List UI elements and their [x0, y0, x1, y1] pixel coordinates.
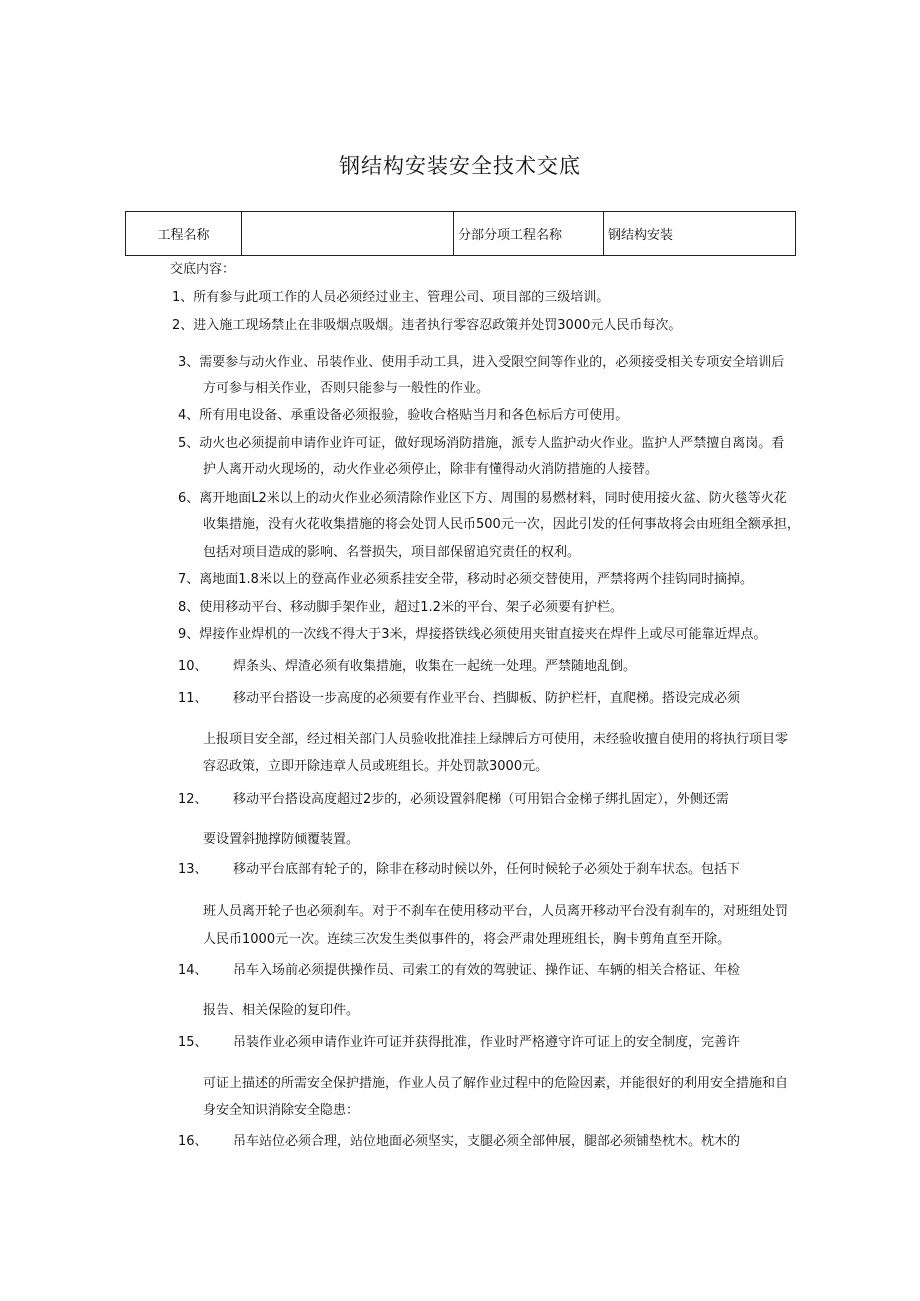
item-number: 12、: [178, 792, 208, 807]
list-item-continuation: 班人员离开轮子也必须刹车。对于不刹车在使用移动平台，人员离开移动平台没有刹车的，对班组处罚: [203, 904, 789, 919]
project-name-value: [242, 212, 454, 256]
list-item: 9、焊接作业焊机的一次线不得大于3米，焊接搭铁线必须使用夹钳直接夹在焊件上或尽可能靠近焊点。: [178, 627, 767, 642]
list-item-continuation: 可证上描述的所需安全保护措施，作业人员了解作业过程中的危险因素，并能很好的利用安全措施和自: [203, 1076, 789, 1091]
project-name-label: 工程名称: [126, 212, 242, 256]
list-item-continuation: 护人离开动火现场的，动火作业必须停止，除非有懂得动火消防措施的人接替。: [203, 462, 659, 477]
item-number: 14、: [178, 963, 208, 978]
list-item: 移动平台搭设高度超过2步的，必须设置斜爬梯（可用铝合金梯子绑扎固定），外侧还需: [233, 792, 729, 807]
item-number: 10、: [178, 659, 208, 674]
content-label: 交底内容：: [170, 262, 236, 277]
list-item: 6、离开地面L2米以上的动火作业必须清除作业区下方、周围的易燃材料，同时使用接火盆、防火毯等火花: [178, 491, 787, 506]
list-item: 5、动火也必须提前申请作业许可证，做好现场消防措施，派专人监护动火作业。监护人严禁擅自离岗。看: [178, 436, 785, 451]
item-number: 11、: [178, 691, 208, 706]
list-item: 移动平台底部有轮子的，除非在移动时候以外，任何时候轮子必须处于刹车状态。包括下: [233, 862, 741, 877]
list-item-continuation: 容忍政策，立即开除违章人员或班组长。并处罚款3000元。: [203, 759, 549, 774]
list-item-continuation: 报告、相关保险的复印件。: [203, 1003, 360, 1018]
item-number: 15、: [178, 1035, 208, 1050]
list-item: 吊车入场前必须提供操作员、司索工的有效的驾驶证、操作证、车辆的相关合格证、年检: [233, 963, 741, 978]
item-number: 13、: [178, 862, 208, 877]
list-item: 7、离地面1.8米以上的登高作业必须系挂安全带，移动时必须交替使用，严禁将两个挂钩同时摘掉。: [178, 572, 753, 587]
page-title: 钢结构安装安全技术交底: [339, 154, 581, 178]
list-item: 吊车站位必须合理，站位地面必须坚实，支腿必须全部伸展，腿部必须铺垫枕木。枕木的: [233, 1134, 741, 1149]
list-item: 焊条头、焊渣必须有收集措施，收集在一起统一处理。严禁随地乱倒。: [233, 659, 637, 674]
list-item-continuation: 身安全知识消除安全隐患：: [203, 1103, 360, 1118]
list-item: 2、进入施工现场禁止在非吸烟点吸烟。违者执行零容忍政策并处罚3000元人民币每次。: [172, 318, 682, 333]
list-item-continuation: 收集措施，没有火花收集措施的将会处罚人民币500元一次，因此引发的任何事故将会由班组全额承担，: [203, 517, 800, 532]
list-item: 移动平台搭设一步高度的必须要有作业平台、挡脚板、防护栏杆，直爬梯。搭设完成必须: [233, 691, 741, 706]
list-item-continuation: 要设置斜抛撑防倾覆装置。: [203, 832, 360, 847]
list-item: 吊装作业必须申请作业许可证并获得批准，作业时严格遵守许可证上的安全制度，完善许: [233, 1035, 741, 1050]
list-item: 1、所有参与此项工作的人员必须经过业主、管理公司、项目部的三级培训。: [172, 290, 610, 305]
list-item-continuation: 人民币1000元一次。连续三次发生类似事件的，将会严肃处理班组长，胸卡剪角直至开除。: [203, 932, 731, 947]
list-item: 8、使用移动平台、移动脚手架作业，超过1.2米的平台、架子必须要有护栏。: [178, 600, 623, 615]
project-info-table: [125, 211, 796, 256]
list-item-continuation: 方可参与相关作业，否则只能参与一般性的作业。: [203, 381, 490, 396]
item-number: 16、: [178, 1134, 208, 1149]
list-item: 3、需要参与动火作业、吊装作业、使用手动工具，进入受限空间等作业的，必须接受相关专项安全培训后: [178, 355, 785, 370]
list-item-continuation: 包括对项目造成的影响、名誉损失，项目部保留追究责任的权利。: [203, 545, 581, 560]
sub-project-value: 钢结构安装: [604, 212, 796, 256]
list-item: 4、所有用电设备、承重设备必须报验，验收合格贴当月和各色标后方可使用。: [178, 408, 629, 423]
sub-project-label: 分部分项工程名称: [454, 212, 604, 256]
list-item-continuation: 上报项目安全部，经过相关部门人员验收批准挂上绿牌后方可使用，未经验收擅自使用的将执行项目零: [203, 732, 789, 747]
